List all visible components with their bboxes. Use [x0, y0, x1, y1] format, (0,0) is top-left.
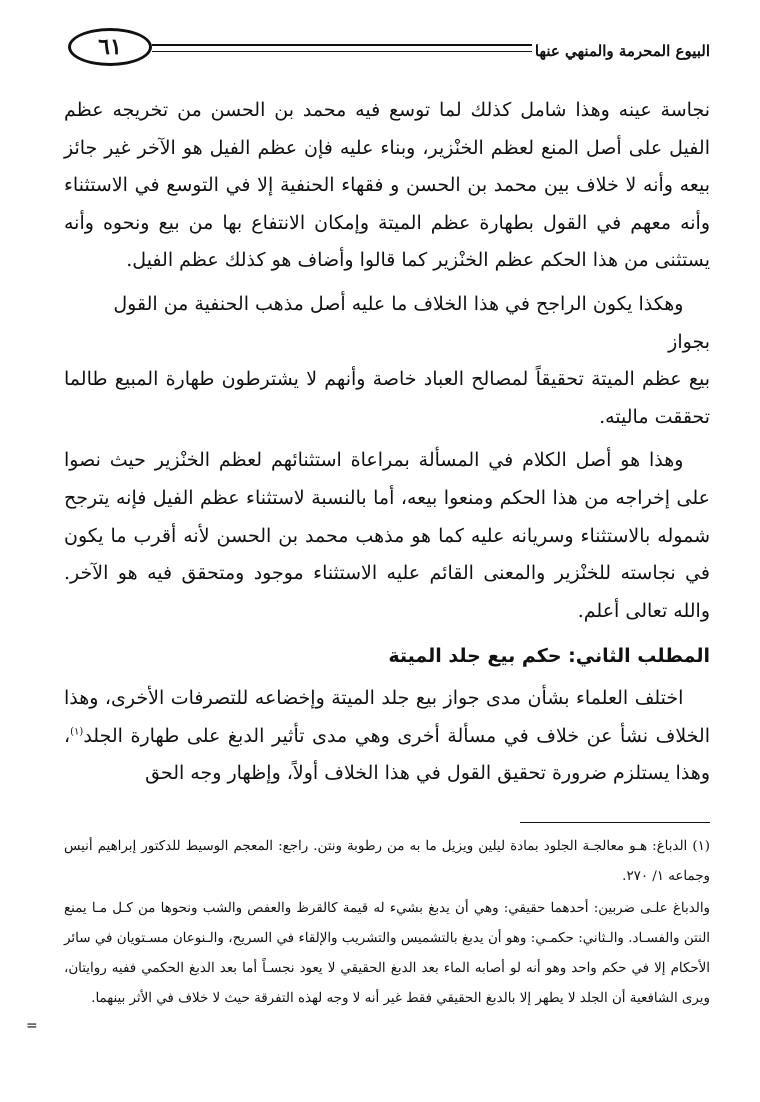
- footnote-1: (١) الدباغ: هـو معالجـة الجلود بمادة ليلين ويزيل ما به من رطوبة ونتن. راجع: المعجم الوسيط للدكتور إبراهيم أنيس وجماعه ١/ ٢٧٠.: [64, 839, 710, 884]
- section-paragraph-text-1: اختلف العلماء بشأن مدى جواز بيع جلد الميتة وإخضاعه للتصرفات الأخرى، وهذا الخلاف نشأ عن خلاف في مسألة أخرى وهي مدى تأثير الدبغ على طهارة الجلد: [64, 686, 710, 747]
- paragraph-3: بجواز: [668, 330, 710, 353]
- paragraph-1: نجاسة عينه وهذا شامل كذلك لما توسع فيه محمد بن الحسن من تخريجه عظم الفيل على أصل المنع لعظم الخنْزير، وبناء عليه فإن عظم الفيل هو الآخر غير جائز بيعه وأنه لا خلاف بين محمد بن الحسن و فقهاء الحنفية إلا في التوسع في الاستثناء وأنه معهم في القول بطهارة عظم الميتة وإمكان الانتفاع بها من بيع ونحوه وأنه يستثنى من هذا الحكم عظم الخنْزير كما قالوا وأضاف هو كذلك عظم الفيل.: [64, 99, 710, 272]
- continuation-mark: =: [26, 1018, 38, 1034]
- footnote-separator: [520, 822, 710, 823]
- page-number-oval: [68, 28, 152, 66]
- footnotes: [64, 832, 710, 1014]
- paragraph-2: وهكذا يكون الراجح في هذا الخلاف ما عليه أصل مذهب الحنفية من القول: [113, 292, 684, 315]
- page-number: ٦١: [98, 34, 122, 60]
- section-paragraph-text-2: ، وهذا يستلزم ضرورة تحقيق القول في هذا الخلاف أولاً، وإظهار وجه الحق: [64, 724, 710, 785]
- paragraph-5: وهذا هو أصل الكلام في المسألة بمراعاة استثنائهم لعظم الخنْزير حيث نصوا على إخراجه من هذا الحكم ومنعوا بيعه، أما بالنسبة لاستثناء عظم الفيل فإنه يترجح شموله بالاستثناء وسريانه عليه كما هو مذهب محمد بن الحسن لأنه أقرب ما يكون في نجاسته للخنْزير والمعنى القائم عليه الاستثناء موجود ومتحقق فيه هو الآخر. والله تعالى أعلم.: [64, 449, 710, 622]
- page-header: [68, 28, 710, 78]
- section-heading: المطلب الثاني: حكم بيع جلد الميتة: [388, 645, 710, 668]
- footnote-1-continued: والدباغ علـى ضربين: أحدهما حقيقي: وهي أن يدبغ بشيء له قيمة كالقرظ والعفص والشب ونحوها من كـل مـا يمنع النتن والفسـاد. والـثاني: حكمـي: وهو أن يدبغ بالتشميس والتشريب والإلقاء في السريح، والـنوعان مسـتويان في سائر الأحكام إلا في حكم واحد وهو أنه لو أصابه الماء بعد الدبغ الحقيقي لا يعود نجسـاً أما بعد الدبغ الحكمي ففيه روايتان، ويرى الشافعية أن الجلد لا يطهر إلا بالدبغ الحقيقي فقط غير أنه لا وجه لهذه التفرقة حيث لا خلاف في الأثر بينهما.: [64, 901, 710, 1006]
- section-paragraph: [64, 680, 710, 793]
- running-title: البيوع المحرمة والمنهي عنها: [534, 42, 710, 60]
- footnote-reference[interactable]: (١): [70, 726, 84, 738]
- main-text: [64, 92, 710, 793]
- paragraph-4: بيع عظم الميتة تحقيقاً لمصالح العباد خاصة وأنهم لا يشترطون طهارة المبيع طالما تحققت ماليته.: [64, 368, 710, 428]
- header-double-rule: [152, 44, 532, 52]
